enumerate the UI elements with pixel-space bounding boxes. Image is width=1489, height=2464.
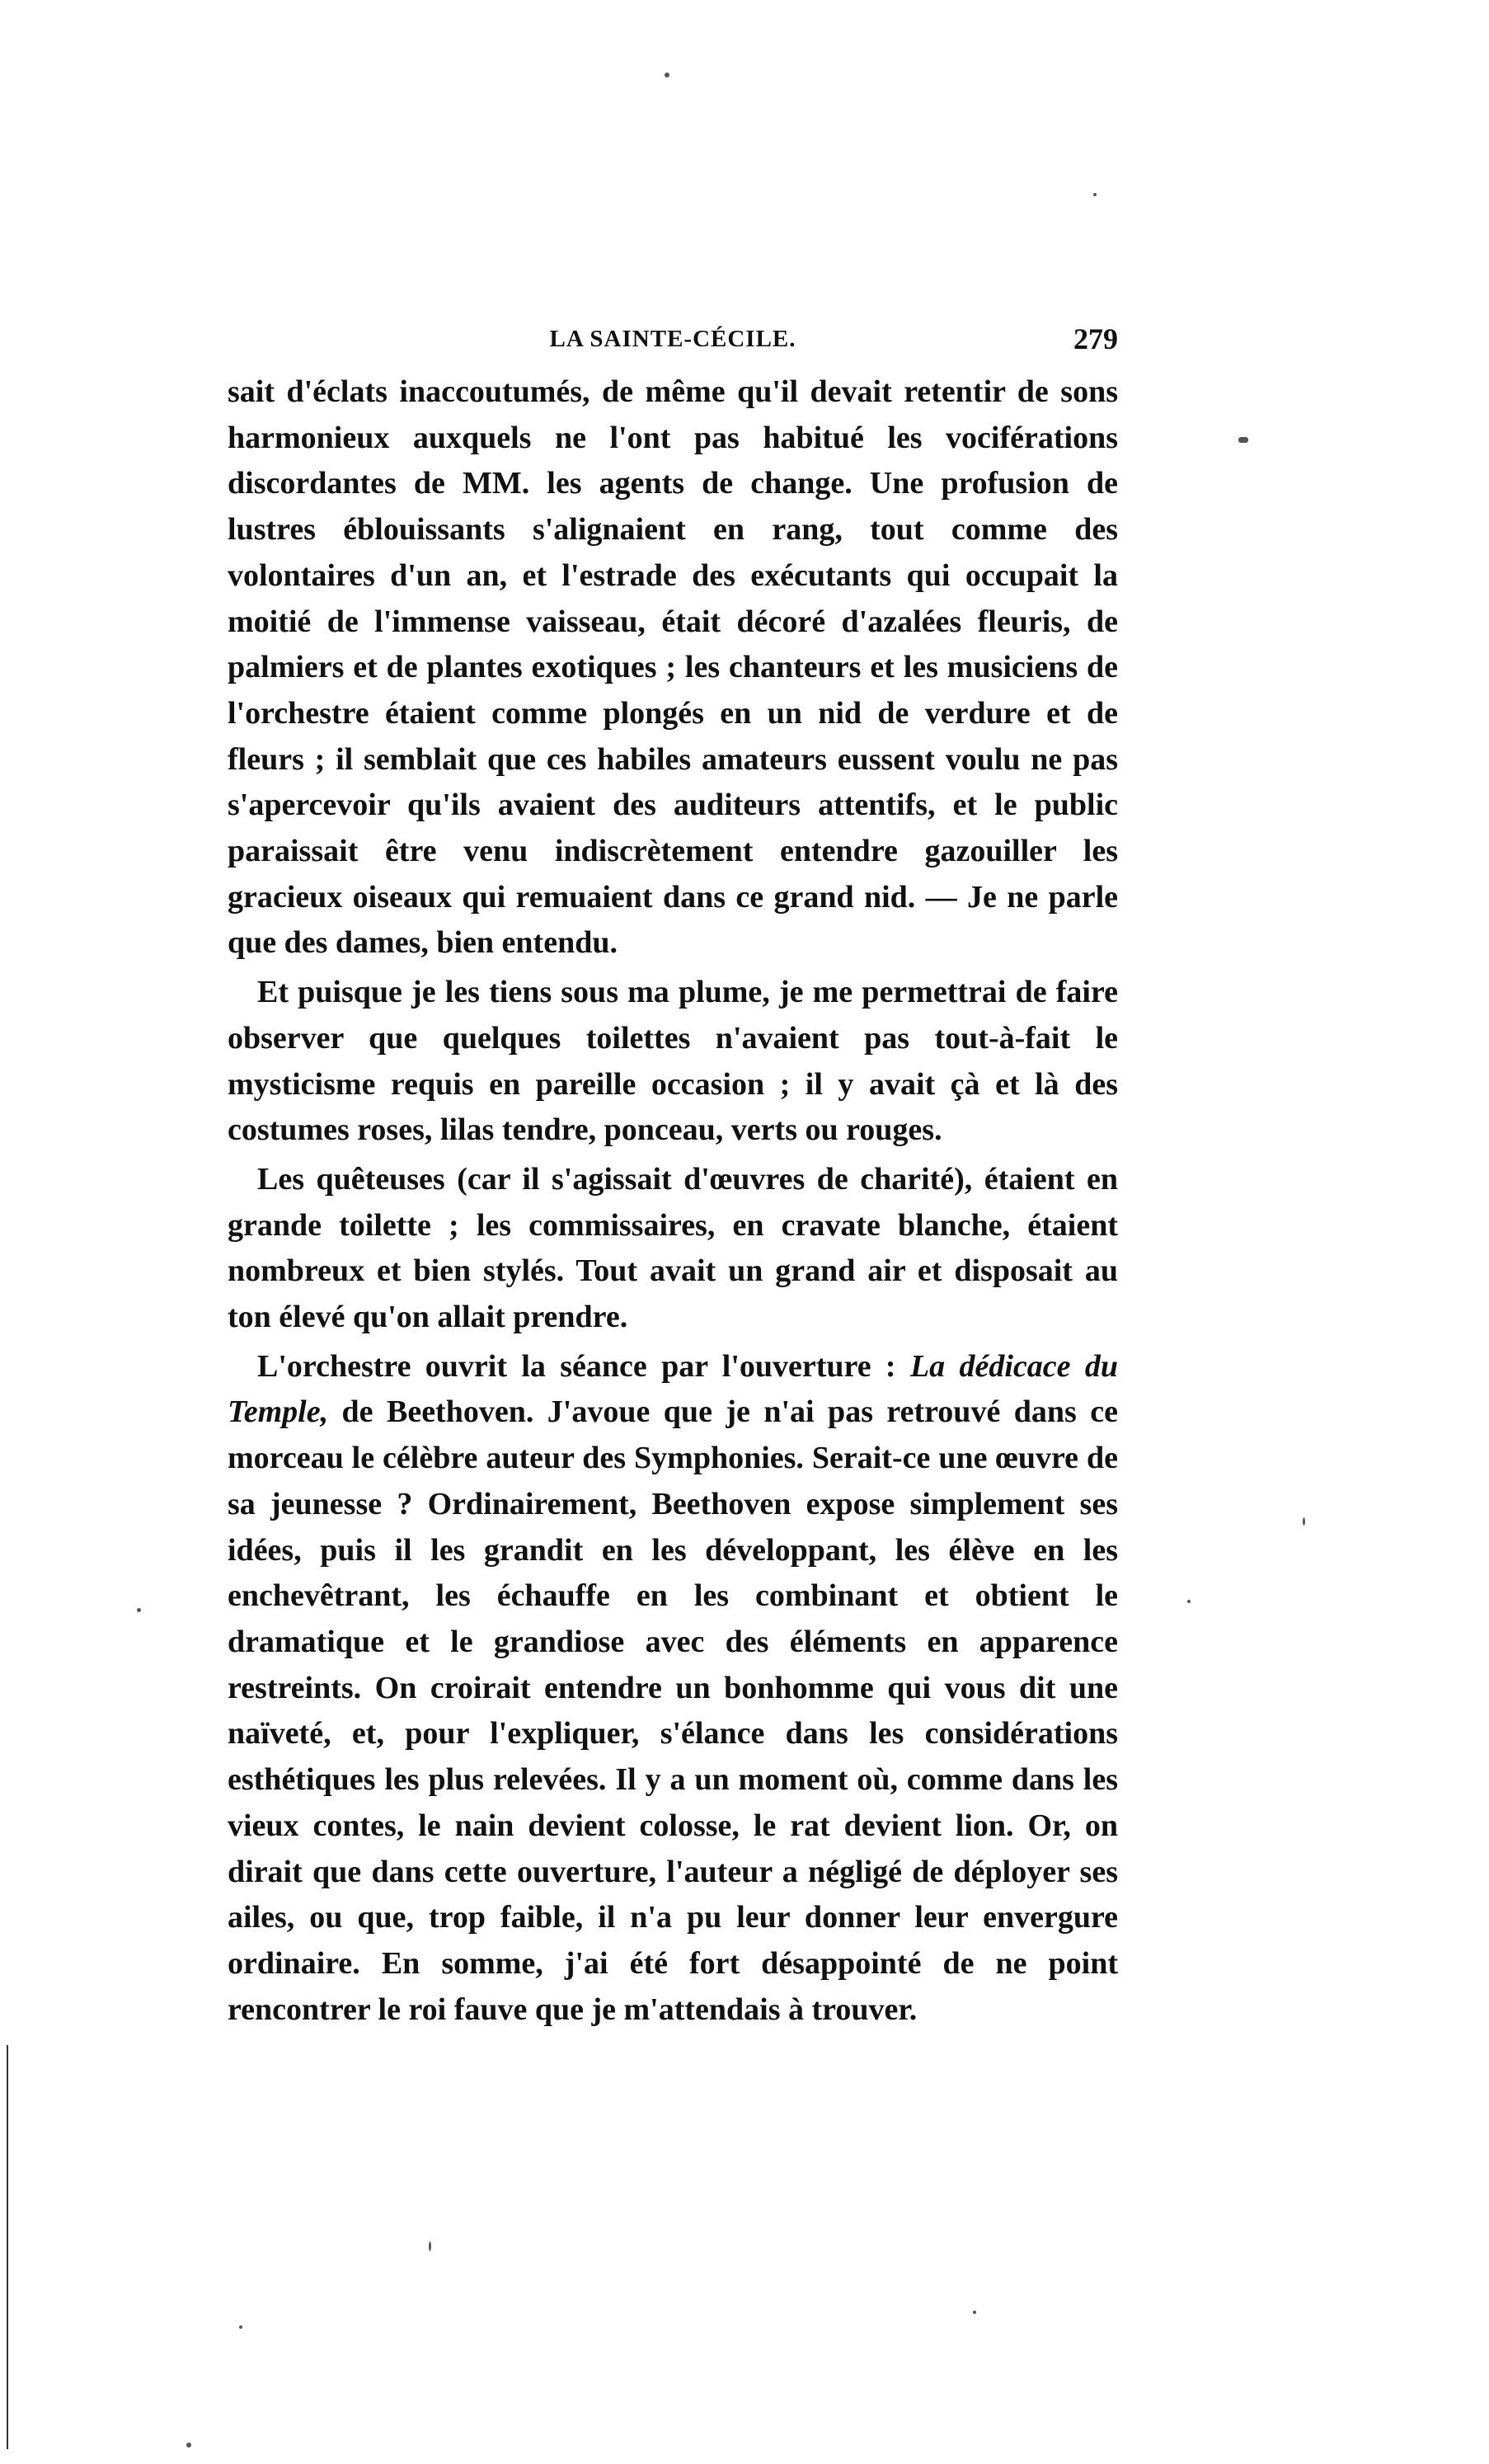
body-text <box>228 369 1118 2033</box>
paragraph-3: Les quêteuses (car il s'agissait d'œuvres de charité), étaient en grande toilette ; les commissaires, en cravate blanche, étaient nombreux et bien stylés. Tout avait un grand air et disposait au ton élevé qu'on allait prendre. <box>228 1161 1118 1335</box>
scan-speck <box>137 1608 141 1612</box>
paragraph-4-start: L'orchestre ouvrit la séance par l'ouverture : <box>257 1348 910 1384</box>
paragraph-1: sait d'éclats inaccoutumés, de même qu'il devait retentir de sons harmonieux auxquels ne l'ont pas habitué les vociférations discordantes de MM. les agents de change. Une profusion de lustres éblouissants s'alignaient en rang, tout comme des volontaires d'un an, et l'estrade des exécutants qui occupait la moitié de l'immense vaisseau, était décoré d'azalées fleuris, de palmiers et de plantes exotiques ; les chanteurs et les musiciens de l'orchestre étaient comme plongés en un nid de verdure et de fleurs ; il semblait que ces habiles amateurs eussent voulu ne pas s'apercevoir qu'ils avaient des auditeurs attentifs, et le public paraissait être venu indiscrètement entendre gazouiller les gracieux oiseaux qui remuaient dans ce grand nid. — Je ne parle que des dames, bien entendu. <box>228 374 1118 961</box>
paragraph-2: Et puisque je les tiens sous ma plume, je me permettrai de faire observer que quelques toilettes n'avaient pas tout-à-fait le mysticisme requis en pareille occasion ; il y avait çà et là des costumes roses, lilas tendre, ponceau, verts ou rouges. <box>228 975 1118 1148</box>
paragraph-4-rest: de Beethoven. J'avoue que je n'ai pas retrouvé dans ce morceau le célèbre auteur des Symphonies. Serait-ce une œuvre de sa jeunesse ? Ordinairement, Beethoven expose simplement ses idées, puis il les grandit en les développant, les élève en les enchevêtrant, les échauffe en les combinant et obtient le dramatique et le grandiose avec des éléments en apparence restreints. On croirait entendre un bonhomme qui vous dit une naïveté, et, pour l'expliquer, s'élance dans les considérations esthétiques les plus relevées. Il y a un moment où, comme dans les vieux contes, le nain devient colosse, le rat devient lion. Or, on dirait que dans cette ouverture, l'auteur a négligé de déployer ses ailes, ou que, trop faible, il n'a pu leur donner leur envergure ordinaire. En somme, j'ai été fort désappointé de ne point rencontrer le roi fauve que je m'attendais à trouver. <box>228 1394 1118 2027</box>
scan-speck <box>239 2325 242 2329</box>
scan-speck <box>1093 193 1097 196</box>
scan-edge <box>7 2045 8 2449</box>
scan-speck <box>973 2311 976 2314</box>
running-title: LA SAINTE-CÉCILE. <box>549 326 796 352</box>
scan-speck <box>1303 1517 1305 1526</box>
scan-speck <box>429 2241 431 2251</box>
scan-speck <box>665 73 669 78</box>
scan-speck <box>186 2443 191 2448</box>
paragraph-4 <box>228 1344 1118 2034</box>
page-number: 279 <box>1073 322 1118 355</box>
running-head <box>228 318 1118 360</box>
scan-speck <box>1187 1600 1191 1603</box>
scan-speck <box>1238 437 1248 443</box>
work-title: La dédicace du Temple, <box>228 1348 1118 1430</box>
